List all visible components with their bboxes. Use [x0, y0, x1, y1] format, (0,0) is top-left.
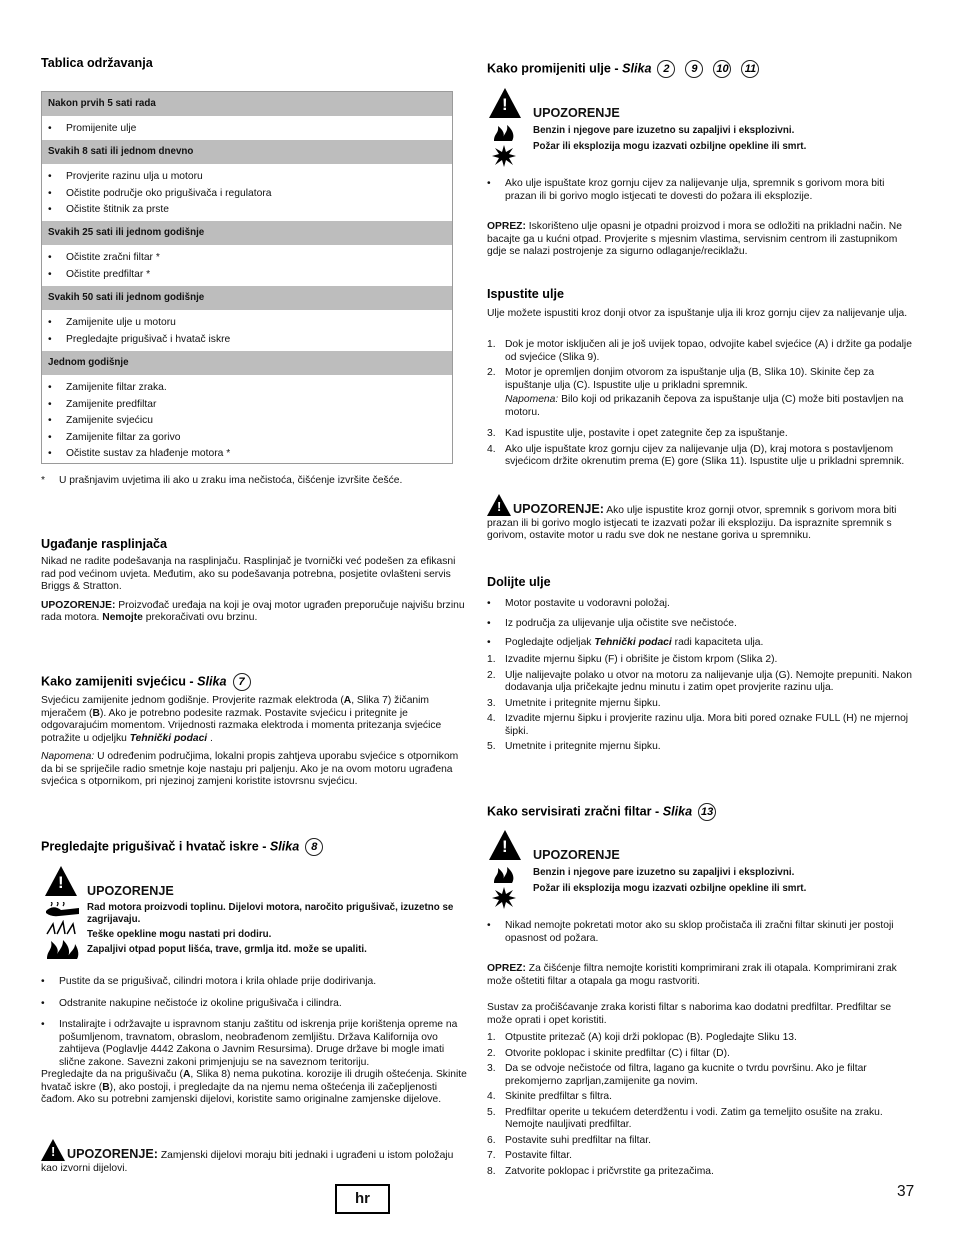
list-item: • Nikad nemojte pokretati motor ako su sklop pročistača ili zračni filtar skinuti jer postoji opasnost od požara.: [487, 920, 894, 944]
list-item: • Instalirajte i održavajte u ispravnom stanju zaštitu od iskrenja prije korištenja opreme na pošumljenom, travnatom, obraslom, neobrađenom zemljištu. Država Kalifornija ovo zahtijeva (Poglavlje 4442 Zakona o Javnim Resursima). Druge države bi mogle imati slične zakone. Savezni zakoni primjenjuju se na saveznom teritoriju.: [41, 1019, 458, 1068]
muffler-warning-2: ! UPOZORENJE: Zamjenski dijelovi moraju biti jednaki i ugrađeni u istom položaju kao izvorni dijelovi.: [41, 1139, 469, 1179]
figure-ref-badge: 8: [305, 838, 323, 856]
maint-section-header: Nakon prvih 5 sati rada: [42, 92, 452, 116]
warning-line: Benzin i njegove pare izuzetno su zapaljivi i eksplozivni.: [533, 867, 795, 878]
oil-caution: OPREZ: Iskorišteno ulje opasni je otpadni proizvod i mora se odložiti na prikladni način. Ne bacajte ga u kućni otpad. Provjerite s mjesnim vlastima, servisnim centrom ili zastupnikom gdje se nalazi postrojenje za sigurno odlaganje/reciklažu.: [487, 221, 902, 258]
warning-triangle-icon: !: [41, 1139, 65, 1161]
maint-section-header: Svakih 25 sati ili jednom godišnje: [42, 221, 452, 245]
maint-item: • Očistite sustav za hlađenje motora *: [48, 448, 231, 460]
maint-item: • Očistite štitnik za prste: [48, 204, 169, 216]
list-item: 3. Da se odvoje nečistoće od filtra, lagano ga kucnite o tvrdu površinu. Ako je filtar prekomjerno zaprljan,zamijenite ga novim.: [487, 1063, 867, 1087]
list-item: • Pogledajte odjeljak Tehnički podaci radi kapaciteta ulja.: [487, 637, 764, 649]
maint-item: • Očistite zračni filtar *: [48, 252, 160, 263]
list-item: 7. Postavite filtar.: [487, 1150, 572, 1162]
maint-section-header: Svakih 50 sati ili jednom godišnje: [42, 286, 452, 310]
explosion-icon: [491, 886, 517, 915]
list-item: 2. Motor je opremljen donjim otvorom za ispuštanje ulja (B, Slika 10). Skinite čep za ispuštanje ulja (C). Ispustite ulje u prikladni spremnik.: [487, 367, 875, 391]
maint-item: • Promijenite ulje: [48, 123, 137, 134]
list-item: • Pustite da se prigušivač, cilindri motora i krila ohlade prije dodirivanja.: [41, 976, 377, 987]
language-tag: hr: [335, 1184, 390, 1214]
figure-ref-badge: 9: [685, 60, 703, 78]
maint-item: • Pregledajte prigušivač i hvatač iskre: [48, 333, 231, 345]
air-filter-intro: Sustav za pročišćavanje zraka koristi filtar s naborima kao dodatni predfiltar. Predfiltar se može oprati i opet koristiti.: [487, 1002, 892, 1026]
warning-triangle-icon: !: [487, 494, 511, 516]
drain-oil-warning: ! UPOZORENJE: Ako ulje ispustite kroz gornji otvor, spremnik s gorivom mora biti prazan ili bi gorivo moglo istjecati te izazvati požar ili eksploziju. Da ispraznite spremnik s gorivom, ostavite motor u radu sve dok ne nestane goriva u spremniku.: [487, 494, 915, 547]
air-filter-title: Kako servisirati zračni filtar - Slika 13: [487, 803, 915, 821]
warning-line: Zapaljivi otpad poput lišća, trave, grmlja itd. može se upaliti.: [87, 944, 367, 955]
list-item: 1. Izvadite mjernu šipku (F) i obrišite je čistom krpom (Slika 2).: [487, 654, 778, 665]
air-filter-caution: OPREZ: Za čišćenje filtra nemojte koristiti komprimirani zrak ili otapala. Komprimirani zrak može oštetiti filtar a otapala ga mogu rastvoriti.: [487, 963, 897, 987]
oil-change-title: Kako promijeniti ulje - Slika 2 9 10 11: [487, 60, 915, 78]
list-item: • Ako ulje ispuštate kroz gornju cijev za nalijevanje ulja, spremnik s gorivom mora biti prazan ili bi gorivo moglo istjecati te dovesti do požara ili eksplozije.: [487, 178, 885, 202]
warning-title: UPOZORENJE: [87, 884, 174, 898]
list-item: 4. Ako ulje ispuštate kroz gornju cijev za nalijevanje ulja (D), kraj motora s postavljenom svjećicom držite okrenutim prema (E) gore (Slika 11). Ispustite ulje u prikladni spremnik.: [487, 443, 905, 468]
maint-item: • Zamijenite svjećicu: [48, 415, 153, 427]
oil-warning: [487, 88, 915, 170]
add-oil-bullets: [487, 598, 915, 657]
maintenance-footnote: * U prašnjavim uvjetima ili ako u zraku ima nečistoća, čišćenje izvršite češće.: [41, 475, 403, 486]
maint-item: • Očistite predfiltar *: [48, 268, 151, 280]
spark-plug-title: Kako zamijeniti svjećicu - Slika 7: [41, 673, 469, 691]
maintenance-table: [41, 91, 453, 464]
warning-line: Benzin i njegove pare izuzetno su zapaljivi i eksplozivni.: [533, 125, 795, 136]
list-item: 3. Kad ispustite ulje, postavite i opet zategnite čep za ispuštanje.: [487, 428, 788, 440]
list-item: • Odstranite nakupine nečistoće iz okoline prigušivača i cilindra.: [41, 997, 342, 1009]
list-item: 5. Predfiltar operite u tekućem deterdžentu i vodi. Zatim ga temeljito osušite na zraku. Nemojte nauljivati predfiltar.: [487, 1106, 883, 1131]
oil-bullets: [487, 178, 915, 210]
warning-triangle-icon: !: [45, 866, 77, 901]
warning-triangle-icon: !: [489, 830, 521, 865]
warning-line: Teške opekline mogu nastati pri dodiru.: [87, 929, 272, 940]
drain-oil-intro: Ulje možete ispustiti kroz donji otvor za ispuštanje ulja ili kroz gornju cijev za nalijevanje ulja.: [487, 308, 908, 319]
list-item: 6. Postavite suhi predfiltar na filtar.: [487, 1134, 651, 1146]
muffler-warning: [41, 866, 469, 962]
maint-item: • Provjerite razinu ulja u motoru: [48, 171, 203, 182]
add-oil-steps: [487, 654, 915, 757]
figure-ref-badge: 2: [657, 60, 675, 78]
carburetor-text: Nikad ne radite podešavanja na rasplinjaču. Rasplinjač je tvornički već podešen za efikasni rad pod većinom uvjeta. Međutim, ako su podešavanja potrebna, posjetite ovlašteni servis Briggs & Stratton. UPOZORENJE: Proizvođač uređaja na koji je ovaj motor ugrađen preporučuje najvišu brzinu rada motora. Nemojte prekoračivati ovu brzinu.: [41, 556, 465, 624]
maint-item: • Zamijenite filtar za gorivo: [48, 431, 181, 443]
fire-icon: [45, 938, 81, 965]
warning-triangle-icon: !: [489, 88, 521, 123]
add-oil-title: Dolijte ulje: [487, 575, 551, 589]
figure-ref-badge: 11: [741, 60, 759, 78]
spark-plug-text: Svjećicu zamijenite jednom godišnje. Provjerite razmak elektroda (A, Slika 7) žičanim mjeračem (B). Ako je potrebno podesite razmak. Postavite svjećicu i pritegnite je odgovarajućim momentom. Vrijednosti razmaka elektroda i momenta pritezanja svjećice potražite u odjeljku Tehnički podaci . Napomena: U određenim područjima, lokalni propis zahtjeva uporabu svjećice s otpornikom da bi se spriječile radio smetnje koje nastaju pri paljenju. Ako je na ovom motoru ugrađena svjećica s otpornikom, pri njezinoj zamjeni koristite istovrsnu svjećicu.: [41, 695, 459, 788]
maint-section-body: [42, 245, 452, 286]
maint-section-header: Svakih 8 sati ili jednom dnevno: [42, 140, 452, 164]
figure-ref-badge: 10: [713, 60, 731, 78]
warning-title: UPOZORENJE: [533, 106, 620, 120]
list-item: 2. Ulje nalijevajte polako u otvor na motoru za nalijevanje ulja (G). Nemojte prepuniti. Nakon dodavanja ulja pričekajte jednu minutu i zatim opet provjerite razinu ulja.: [487, 669, 912, 694]
figure-ref-badge: 13: [698, 803, 716, 821]
air-filter-warning: [487, 830, 915, 912]
figure-ref-badge: 7: [233, 673, 251, 691]
maint-item: • Zamijenite filtar zraka.: [48, 382, 167, 393]
maint-section-body: [42, 164, 452, 221]
air-filter-steps: [487, 1032, 915, 1181]
drain-oil-title: Ispustite ulje: [487, 287, 564, 301]
maint-section-body: [42, 310, 452, 351]
list-item: 8. Zatvorite poklopac i pričvrstite ga pritezačima.: [487, 1165, 714, 1177]
muffler-bullets: [41, 976, 469, 1076]
list-item: 2. Otvorite poklopac i skinite predfiltar (C) i filtar (D).: [487, 1047, 730, 1059]
warning-line: Požar ili eksplozija mogu izazvati ozbiljne opekline ili smrt.: [533, 141, 807, 152]
list-item: 5. Umetnite i pritegnite mjernu šipku.: [487, 741, 661, 753]
warning-line: Požar ili eksplozija mogu izazvati ozbiljne opekline ili smrt.: [533, 883, 807, 894]
maint-section-header: Jednom godišnje: [42, 351, 452, 375]
list-item: Napomena: Bilo koji od prikazanih čepova za ispuštanje ulja (C) može biti postavljen na motoru.: [505, 394, 904, 418]
warning-title: UPOZORENJE: [533, 848, 620, 862]
list-item: • Motor postavite u vodoravni položaj.: [487, 598, 670, 609]
air-filter-bullets: [487, 920, 915, 952]
list-item: 1. Otpustite pritezač (A) koji drži poklopac (B). Pogledajte Sliku 13.: [487, 1032, 797, 1043]
maint-item: • Zamijenite ulje u motoru: [48, 317, 176, 328]
carburetor-title: Ugađanje rasplinjača: [41, 537, 167, 551]
list-item: 1. Dok je motor isključen ali je još uvijek topao, odvojite kabel svjećice (A) i držite ga podalje od svjećice (Slika 9).: [487, 339, 912, 363]
maint-section-body: [42, 375, 452, 461]
maintenance-table-title: Tablica održavanja: [41, 56, 153, 70]
list-item: 4. Skinite predfiltar s filtra.: [487, 1091, 613, 1103]
list-item: 3. Umetnite i pritegnite mjernu šipku.: [487, 697, 661, 709]
drain-oil-steps: [487, 339, 915, 472]
explosion-icon: [491, 144, 517, 173]
maint-section-body: [42, 116, 452, 140]
list-item: 4. Izvadite mjernu šipku i provjerite razinu ulja. Mora biti pored oznake FULL (H) ne mjernoj šipki.: [487, 713, 909, 737]
muffler-inspect-text: Pregledajte da na prigušivaču (A, Slika 8) nema pukotina. korozije ili drugih oštećenja. Skinite hvatač iskre (B), ako postoji, i pregledajte da na njemu nema oštećenja ili začepljenosti čađom. Ako su potrebni zamjenski dijelovi, koristite samo originalne zamjenske dijelove.: [41, 1069, 467, 1106]
warning-line: Rad motora proizvodi toplinu. Dijelovi motora, naročito prigušivač, izuzetno se zagrijavaju.: [87, 902, 454, 925]
muffler-title: Pregledajte prigušivač i hvatač iskre - Slika 8: [41, 838, 469, 856]
page-number: 37: [897, 1183, 915, 1200]
maint-item: • Očistite područje oko prigušivača i regulatora: [48, 187, 272, 199]
list-item: • Iz područja za ulijevanje ulja očistite sve nečistoće.: [487, 617, 737, 629]
maint-item: • Zamijenite predfiltar: [48, 398, 157, 410]
